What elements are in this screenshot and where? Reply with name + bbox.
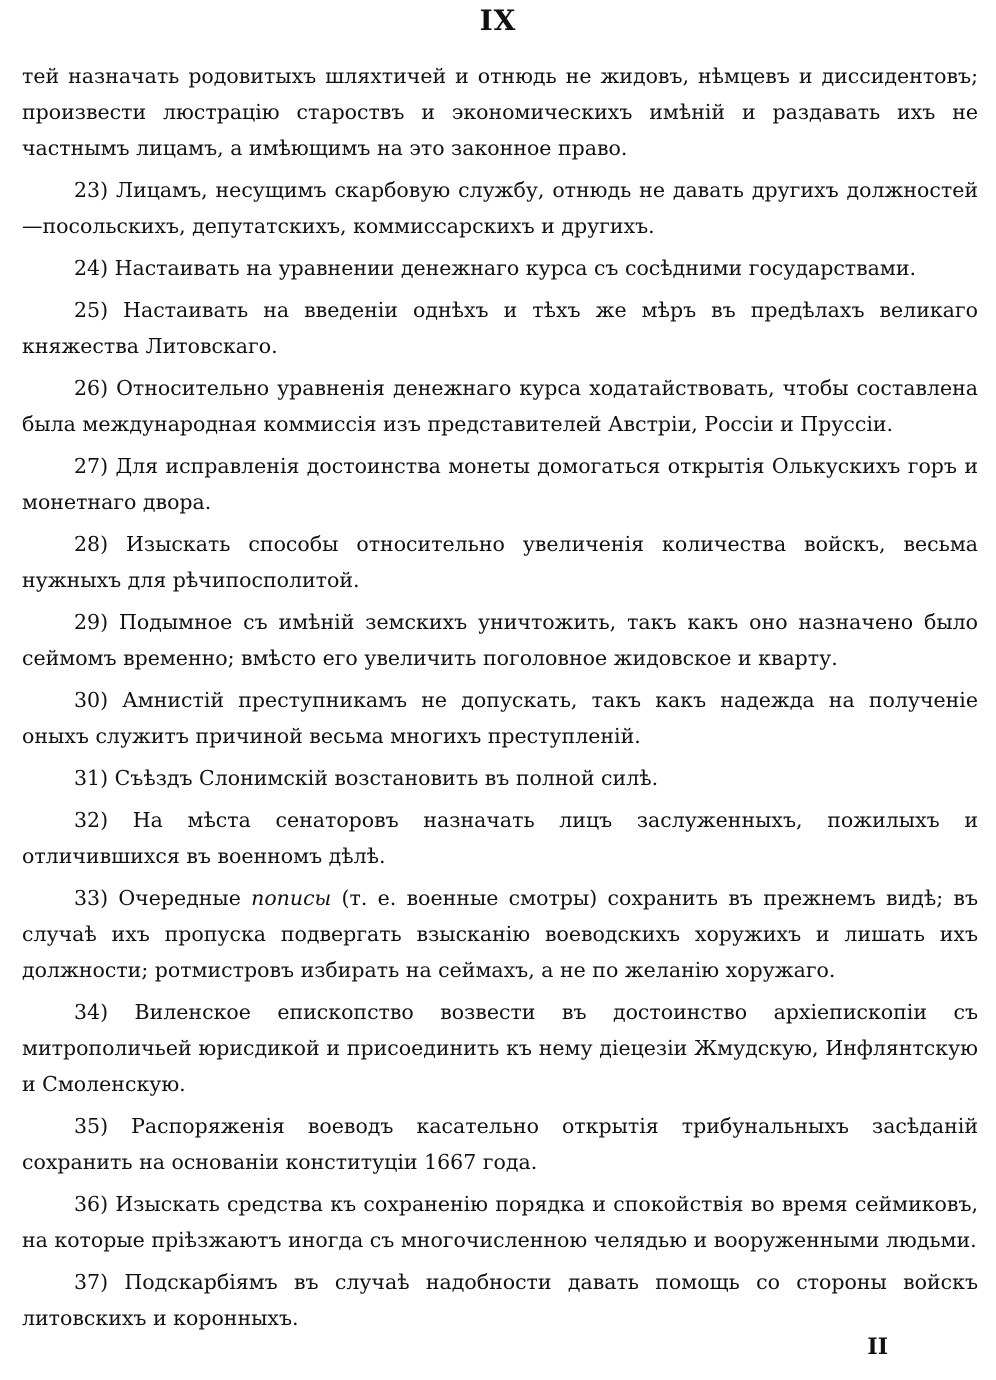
item-33-emphasis: пописы [251, 886, 332, 910]
paragraph-item-27: 27) Для исправленія достоинства монеты домогаться открытія Олькускихъ горъ и монетнаго двора. [22, 454, 978, 514]
item-33-start: 33) Очередные [74, 886, 252, 910]
paragraph-continuation: тей назначать родовитыхъ шляхтичей и отнюдь не жидовъ, нѣмцевъ и диссидентовъ; произвести люстрацію староствъ и экономическихъ имѣній и раздавать ихъ не частнымъ лицамъ, а имѣющимъ на это законное право. [22, 64, 978, 160]
paragraph-item-23: 23) Лицамъ, несущимъ скарбовую службу, отнюдь не давать другихъ должностей—посольскихъ, депутатскихъ, коммиссарскихъ и другихъ. [22, 178, 978, 238]
paragraph-item-33 [22, 880, 978, 988]
signature-mark: II [867, 1334, 888, 1360]
paragraph-item-24: 24) Настаивать на уравнении денежнаго курса съ сосѣдними государствами. [74, 256, 917, 280]
item-33-rest: (т. е. военные смотры) сохранить въ прежнемъ видѣ; въ случаѣ ихъ пропуска подвергать взысканію воеводскихъ хоружихъ и лишать ихъ должности; ротмистровъ избирать на сеймахъ, а не по желанію хоружаго. [22, 886, 978, 982]
paragraph-item-25: 25) Настаивать на введеніи однѣхъ и тѣхъ же мѣръ въ предѣлахъ великаго княжества Литовскаго. [22, 298, 978, 358]
paragraph-item-35: 35) Распоряженія воеводъ касательно открытія трибунальныхъ засѣданій сохранить на основаніи конституціи 1667 года. [22, 1114, 978, 1174]
paragraph-item-28: 28) Изыскать способы относительно увеличенія количества войскъ, весьма нужныхъ для рѣчипосполитой. [22, 532, 978, 592]
paragraph-item-37: 37) Подскарбіямъ въ случаѣ надобности давать помощь со стороны войскъ литовскихъ и коронныхъ. [22, 1270, 978, 1330]
paragraph-item-29: 29) Подымное съ имѣній земскихъ уничтожить, такъ какъ оно назначено было сеймомъ временно; вмѣсто его увеличить поголовное жидовское и кварту. [22, 610, 978, 670]
page-number-header: IX [479, 4, 517, 37]
paragraph-item-32: 32) На мѣста сенаторовъ назначать лицъ заслуженныхъ, пожилыхъ и отличившихся въ военномъ дѣлѣ. [22, 808, 978, 868]
paragraph-item-30: 30) Амнистій преступникамъ не допускать, такъ какъ надежда на полученіе оныхъ служитъ причиной весьма многихъ преступленій. [22, 688, 978, 748]
paragraph-item-26: 26) Относительно уравненія денежнаго курса ходатайствовать, чтобы составлена была международная коммиссія изъ представителей Австріи, Россіи и Пруссіи. [22, 376, 978, 436]
body-text [22, 58, 978, 1342]
paragraph-item-31: 31) Съѣздъ Слонимскій возстановить въ полной силѣ. [74, 766, 659, 790]
paragraph-item-34: 34) Виленское епископство возвести въ достоинство архіепископіи съ митрополичьей юрисдикой и присоединить къ нему діецезіи Жмудскую, Инфлянтскую и Смоленскую. [22, 1000, 978, 1096]
paragraph-item-36: 36) Изыскать средства къ сохраненію порядка и спокойствія во время сеймиковъ, на которые пріѣзжаютъ иногда съ многочисленною челядью и вооруженными людьми. [22, 1192, 978, 1252]
